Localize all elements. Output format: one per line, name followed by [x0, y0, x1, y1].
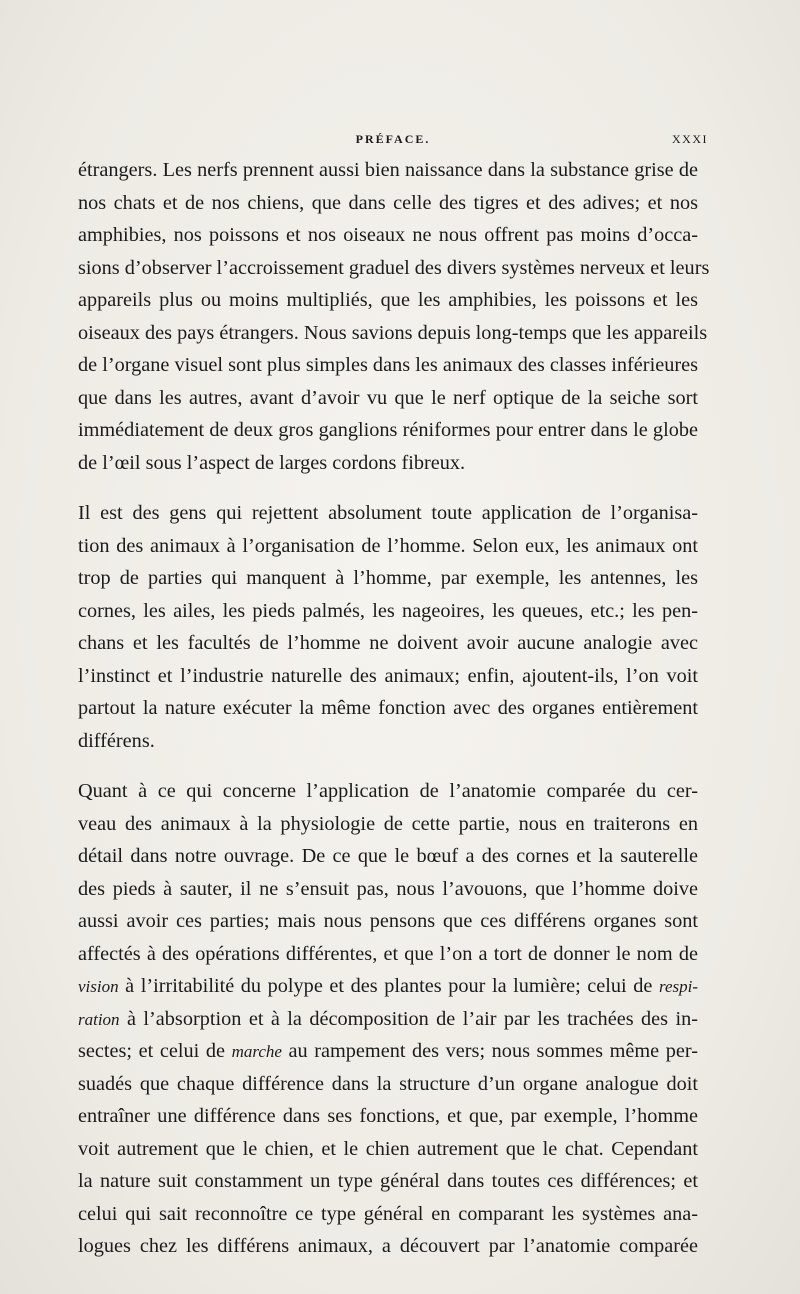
text-line-with-italics: sectes; et celui de marche au rampement des vers; nous sommes même per-: [78, 1040, 698, 1062]
text-line: étrangers. Les nerfs prennent aussi bien naissance dans la substance grise de: [78, 159, 698, 181]
text-line: de l’organe visuel sont plus simples dans les animaux des classes inférieures: [78, 354, 698, 376]
text-line: nos chats et de nos chiens, que dans celle des tigres et des adives; et nos: [78, 191, 698, 214]
text-line: Quant à ce qui concerne l’application de l’anatomie comparée du cer-: [78, 780, 698, 802]
body-text: [78, 154, 710, 1263]
text-line: tion des animaux à l’organisation de l’homme. Selon eux, les animaux ont: [78, 534, 698, 557]
text-line: l’instinct et l’industrie naturelle des animaux; enfin, ajoutent-ils, l’on voit: [78, 664, 698, 687]
italic-term: ration: [78, 1009, 120, 1029]
text-line: sions d’observer l’accroissement graduel des divers systèmes nerveux et leurs: [78, 256, 710, 279]
page-header: [78, 132, 708, 154]
text-line: entraîner une différence dans ses fonctions, et que, par exemple, l’homme: [78, 1105, 698, 1127]
italic-term: vision: [78, 977, 119, 996]
paragraph-2: [78, 497, 698, 757]
italic-term: marche: [231, 1042, 282, 1061]
paragraph-1: [78, 154, 710, 479]
text-line: des pieds à sauter, il ne s’ensuit pas, nous l’avouons, que l’homme doive: [78, 877, 698, 900]
text-line: suadés que chaque différence dans la structure d’un organe analogue doit: [78, 1072, 698, 1095]
text-line: celui qui sait reconnoître ce type général en comparant les systèmes ana-: [78, 1202, 698, 1225]
paragraph-3: [78, 775, 698, 1263]
text-line: appareils plus ou moins multipliés, que les amphibies, les poissons et les: [78, 289, 698, 311]
text-line: immédiatement de deux gros ganglions réniformes pour entrer dans le globe: [78, 419, 698, 441]
italic-term: respi-: [658, 977, 698, 996]
text-line: la nature suit constamment un type général dans toutes ces différences; et: [78, 1170, 698, 1192]
text-line: veau des animaux à la physiologie de cette partie, nous en traiterons en: [78, 812, 698, 835]
page-number: XXXI: [672, 132, 708, 146]
text-line: oiseaux des pays étrangers. Nous savions depuis long-temps que les appareils: [78, 321, 708, 344]
text-line: de l’œil sous l’aspect de larges cordons fibreux.: [78, 451, 466, 474]
text-line: différens.: [78, 729, 155, 752]
text-line-with-italics: ration à l’absorption et à la décomposition de l’air par les trachées des in-: [78, 1007, 698, 1030]
text-line: trop de parties qui manquent à l’homme, par exemple, les antennes, les: [78, 567, 698, 589]
text-line-with-italics: vision à l’irritabilité du polype et des plantes pour la lumière; celui de respi-: [78, 975, 698, 997]
text-line: voit autrement que le chien, et le chien autrement que le chat. Cependant: [78, 1137, 698, 1160]
text-line: détail dans notre ouvrage. De ce que le bœuf a des cornes et la sauterelle: [78, 845, 698, 867]
text-line: partout la nature exécuter la même fonction avec des organes entièrement: [78, 697, 698, 719]
text-line: que dans les autres, avant d’avoir vu que le nerf optique de la seiche sort: [78, 386, 698, 409]
text-line: affectés à des opérations différentes, et que l’on a tort de donner le nom de: [78, 942, 698, 965]
text-line: aussi avoir ces parties; mais nous pensons que ces différens organes sont: [78, 910, 698, 932]
text-line: amphibies, nos poissons et nos oiseaux ne nous offrent pas moins d’occa-: [78, 224, 698, 246]
text-line: chans et les facultés de l’homme ne doivent avoir aucune analogie avec: [78, 632, 698, 654]
running-title: PRÉFACE.: [355, 132, 431, 146]
text-line: cornes, les ailes, les pieds palmés, les nageoires, les queues, etc.; les pen-: [78, 599, 698, 622]
text-line: Il est des gens qui rejettent absolument toute application de l’organisa-: [78, 502, 698, 524]
text-line: logues chez les différens animaux, a découvert par l’anatomie comparée: [78, 1235, 698, 1257]
